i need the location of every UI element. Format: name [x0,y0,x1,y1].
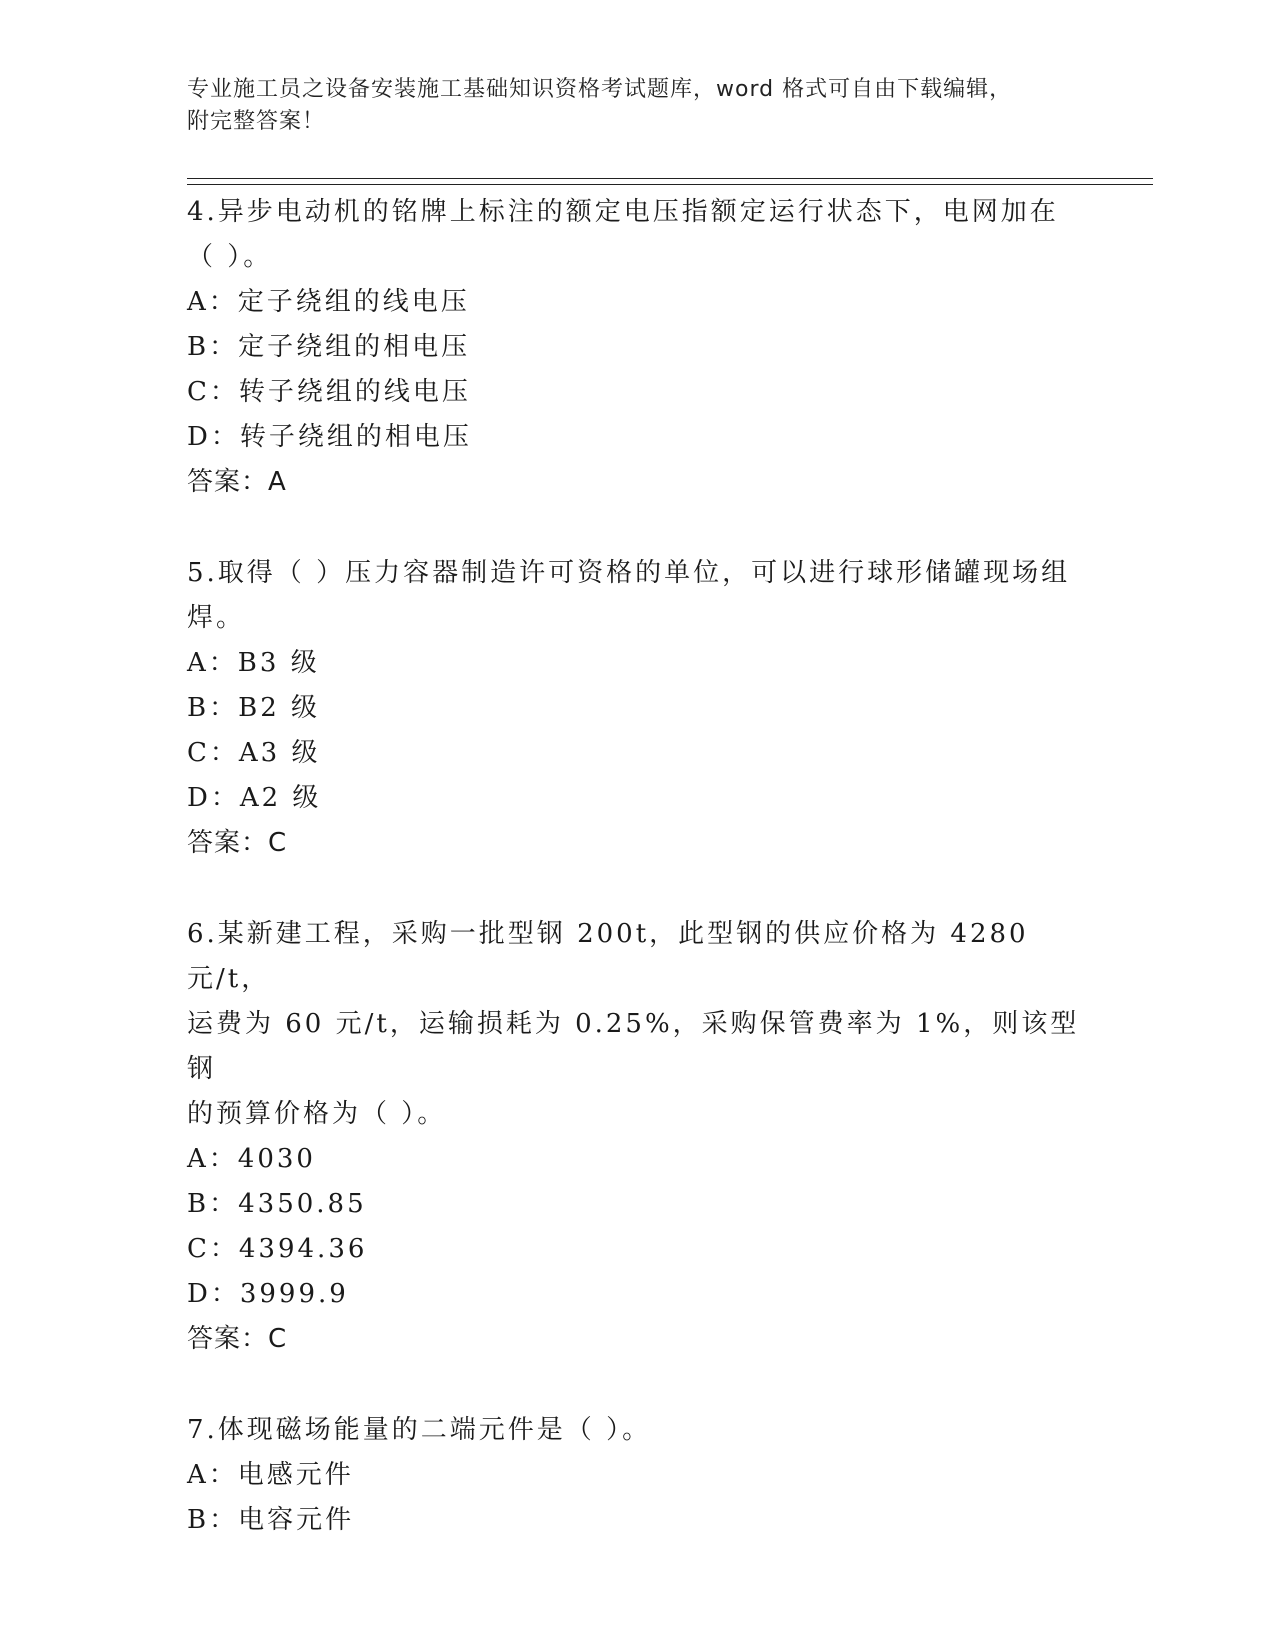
header-rule-top [187,178,1153,179]
option-c: C：4394.36 [187,1234,368,1264]
answer-line: 答案：A [187,467,287,497]
answer-line: 答案：C [187,828,288,858]
question-stem-line: 7.体现磁场能量的二端元件是（ ）。 [187,1415,652,1445]
header-line-1: 专业施工员之设备安装施工基础知识资格考试题库，word 格式可自由下载编辑， [187,77,1013,102]
option-d: D：A2 级 [187,783,322,813]
option-d: D：转子绕组的相电压 [187,422,472,452]
option-b: B：定子绕组的相电压 [187,332,471,362]
option-a: A：B3 级 [187,648,320,678]
question-stem-line: 6.某新建工程，采购一批型钢 200t，此型钢的供应价格为 4280 元/t， [187,919,1029,994]
question-stem-line: 4.异步电动机的铭牌上标注的额定电压指额定运行状态下，电网加在 [187,197,1059,227]
option-a: A：定子绕组的线电压 [187,287,470,317]
header-rule-bottom [187,184,1153,185]
option-b: B：电容元件 [187,1505,355,1535]
document-header [187,74,1087,138]
option-c: C：转子绕组的线电压 [187,377,471,407]
question-7 [187,1408,1087,1543]
question-stem-line: 焊。 [187,603,246,633]
question-stem-line: 5.取得（ ）压力容器制造许可资格的单位，可以进行球形储罐现场组 [187,558,1071,588]
option-b: B：4350.85 [187,1189,367,1219]
question-list [187,190,1087,1589]
answer-line: 答案：C [187,1324,288,1354]
option-d: D：3999.9 [187,1279,349,1309]
question-stem-line: 运费为 60 元/t，运输损耗为 0.25%，采购保管费率为 1%，则该型钢 [187,1009,1080,1084]
option-b: B：B2 级 [187,693,321,723]
question-4 [187,190,1087,505]
header-line-2: 附完整答案！ [187,109,326,134]
question-stem-line: （ ）。 [187,242,273,272]
question-5 [187,551,1087,866]
question-stem-line: 的预算价格为（ ）。 [187,1099,447,1129]
question-6 [187,912,1087,1362]
option-c: C：A3 级 [187,738,321,768]
option-a: A：4030 [187,1144,316,1174]
option-a: A：电感元件 [187,1460,354,1490]
